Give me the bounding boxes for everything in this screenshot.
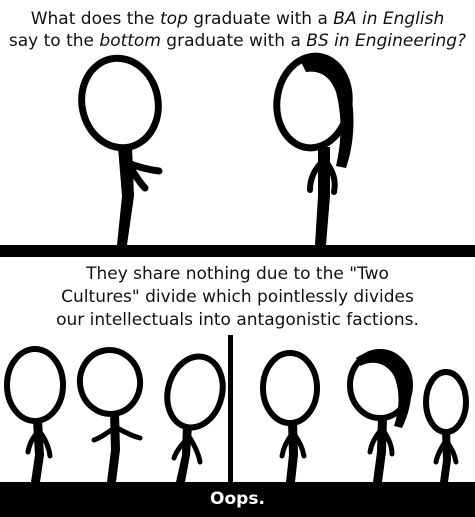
punchline-text: Oops.	[210, 489, 265, 509]
question-caption	[0, 8, 475, 52]
question-part-1: What does the	[30, 9, 161, 29]
answer-caption	[0, 263, 475, 332]
humanities-faction	[7, 345, 230, 482]
question-part-2: graduate with a	[187, 9, 334, 29]
question-part-4: graduate with a	[160, 31, 307, 51]
punchline-bar	[0, 482, 475, 517]
question-ba: BA in English	[333, 9, 445, 29]
question-bottom: bottom	[99, 31, 161, 51]
faction-divider	[228, 335, 233, 483]
answer-line-1: They share nothing due to the "Two	[86, 264, 389, 284]
engineering-faction	[263, 351, 466, 482]
question-top: top	[160, 9, 188, 29]
answer-line-2: Cultures" divide which pointlessly divides	[61, 287, 414, 307]
answer-line-3: our intellectuals into antagonistic factions.	[56, 310, 419, 330]
question-part-3: say to the	[8, 31, 100, 51]
question-bs: BS in Engineering?	[306, 31, 467, 51]
panel-divider	[0, 245, 475, 257]
engineering-graduate-figure	[271, 51, 355, 245]
english-graduate-figure	[73, 51, 166, 245]
